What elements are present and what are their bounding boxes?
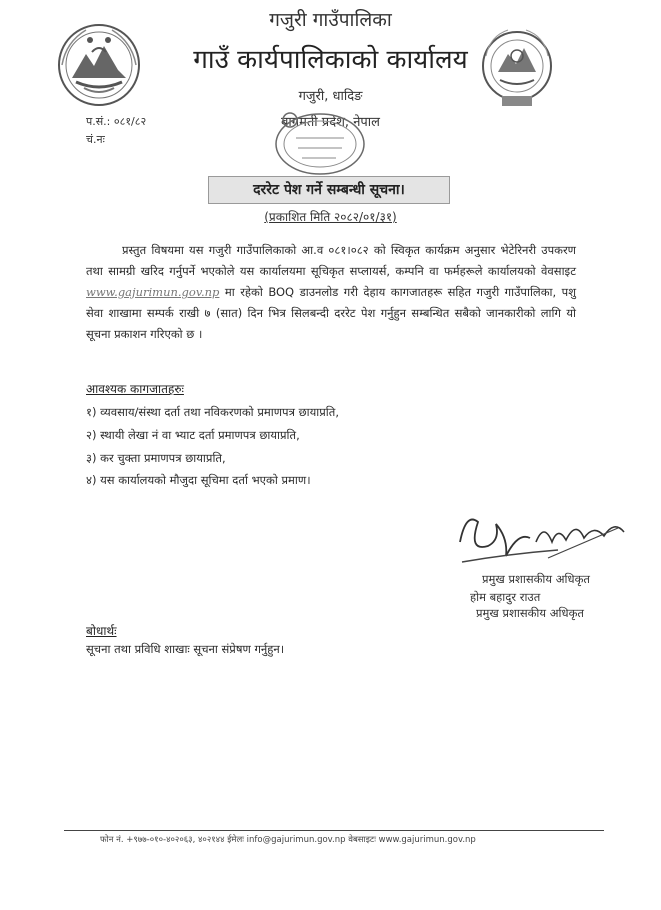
office-province: बागमती प्रदेश, नेपाल (281, 115, 380, 130)
document-item: ३) कर चुक्ता प्रमाणपत्र छायाप्रति, (86, 451, 226, 465)
document-item: १) व्यवसाय/संस्था दर्ता तथा नविकरणको प्रमाणपत्र छायाप्रति, (86, 405, 339, 419)
office-stamp-icon (270, 108, 370, 180)
footer-divider (64, 830, 604, 831)
signatory-title-bottom: प्रमुख प्रशासकीय अधिकृत (476, 606, 584, 620)
documents-heading: आवश्यक कागजातहरुः (86, 382, 184, 396)
signatory-name: होम बहादुर राउत (470, 590, 541, 604)
office-name: गाउँ कार्यपालिकाको कार्यालय (193, 45, 468, 75)
notice-body-part2: मा रहेको BOQ डाउनलोड गरी देहाय कागजातहरू सहित गजुरी गाउँपालिका, पशु सेवा शाखामा सम्पर्क राखी ७ (सात) दिन भित्र सिलबन्दी दररेट पेश गर्नुहुन सम्बन्धित सबैको जानकारीको लागि यो सूचना प्रकाशन गरिएको छ । (86, 285, 577, 341)
footer-contact: फोन नं. +९७७-०१०-४०२०६३, ४०२१४४ ईमेलः info@gajurimun.gov.np वेबसाइटः www.gajurimun.gov.np (100, 835, 476, 845)
reference-number: प.सं.: ०८१/८२ (86, 115, 147, 128)
info-heading: बोधार्थः (86, 624, 117, 638)
document-item: ४) यस कार्यालयको मौजुदा सूचिमा दर्ता भएको प्रमाण। (86, 473, 311, 487)
signature-icon (448, 502, 638, 578)
notice-title: दररेट पेश गर्ने सम्बन्धी सूचना। (208, 176, 450, 204)
signatory-title-top: प्रमुख प्रशासकीय अधिकृत (482, 572, 590, 586)
publication-date: (प्रकाशित मिति २०८२/०१/३१) (264, 210, 397, 224)
notice-body (86, 240, 576, 345)
info-text: सूचना तथा प्रविधि शाखाः सूचना संप्रेषण गर्नुहुन। (86, 642, 285, 656)
notice-body-part1: प्रस्तुत विषयमा यस गजुरी गाउँपालिकाको आ.व ०८१।०८२ को स्विकृत कार्यक्रम अनुसार भेटेरिनरी उपकरण तथा सामग्री खरिद गर्नुपर्ने भएकोले यस कार्यालयमा सूचिकृत सप्लायर्स, कम्पनि वा फर्महरूले कार्यालयको वेवसाइट (86, 243, 576, 278)
dispatch-number: चं.नः (86, 133, 105, 146)
office-address: गजुरी, धादिङ (298, 89, 363, 104)
website-link[interactable]: www.gajurimun.gov.np (86, 285, 220, 299)
document-item: २) स्थायी लेखा नं वा भ्याट दर्ता प्रमाणपत्र छायाप्रति, (86, 428, 300, 442)
municipality-name: गजुरी गाउँपालिका (269, 9, 392, 31)
